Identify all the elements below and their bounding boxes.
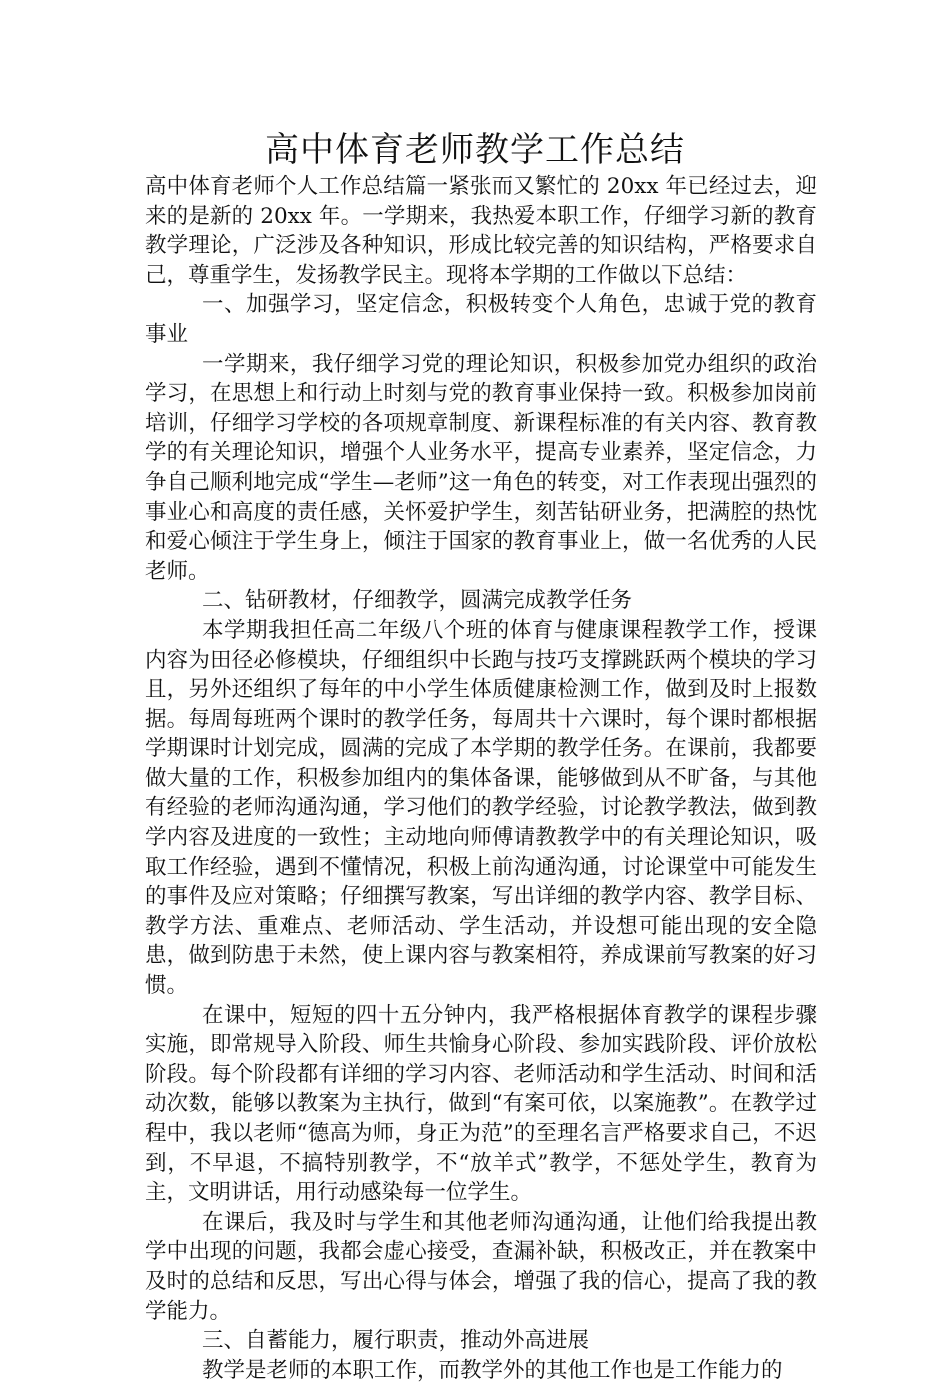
section-heading-1: 一、加强学习，坚定信念，积极转变个人角色，忠诚于党的教育事业 xyxy=(145,292,817,347)
document-title: 高中体育老师教学工作总结 xyxy=(265,130,685,170)
paragraph: 教学是老师的本职工作，而教学外的其他工作也是工作能力的 xyxy=(202,1357,783,1383)
paragraph: 在课中，短短的四十五分钟内，我严格根据体育教学的课程步骤实施，即常规导入阶段、师生共愉身心阶段、参加实践阶段、评价放松阶段。每个阶段都有详细的学习内容、老师活动和学生活动、时间和活动次数，能够以教案为主执行，做到“有案可依，以案施教”。在教学过程中，我以老师“德高为师，身正为范”的至理名言严格要求自己，不迟到，不早退，不搞特别教学，不“放羊式”教学，不惩处学生，教育为主，文明讲话，用行动感染每一位学生。 xyxy=(145,1002,817,1206)
document-body xyxy=(145,172,817,1385)
section-heading-2: 二、钻研教材，仔细教学，圆满完成教学任务 xyxy=(202,588,633,614)
paragraph-intro: 高中体育老师个人工作总结篇一紧张而又繁忙的 20xx 年已经过去，迎来的是新的 20xx 年。一学期来，我热爱本职工作，仔细学习新的教育教学理论，广泛涉及各种知识，形成比较完善的知识结构，严格要求自己，尊重学生，发扬教学民主。现将本学期的工作做以下总结： xyxy=(145,174,817,288)
paragraph: 一学期来，我仔细学习党的理论知识，积极参加党办组织的政治学习，在思想上和行动上时刻与党的教育事业保持一致。积极参加岗前培训，仔细学习学校的各项规章制度、新课程标准的有关内容、教育教学的有关理论知识，增强个人业务水平，提高专业素养，坚定信念，力争自己顺利地完成“学生—老师”这一角色的转变，对工作表现出强烈的事业心和高度的责任感，关怀爱护学生，刻苦钻研业务，把满腔的热忱和爱心倾注于学生身上，倾注于国家的教育事业上，做一名优秀的人民老师。 xyxy=(145,351,817,584)
section-heading-3: 三、自蓄能力，履行职责，推动外高进展 xyxy=(202,1328,590,1354)
paragraph: 本学期我担任高二年级八个班的体育与健康课程教学工作，授课内容为田径必修模块，仔细组织中长跑与技巧支撑跳跃两个模块的学习且，另外还组织了每年的中小学生体质健康检测工作，做到及时上报数据。每周每班两个课时的教学任务，每周共十六课时，每个课时都根据学期课时计划完成，圆满的完成了本学期的教学任务。在课前，我都要做大量的工作，积极参加组内的集体备课，能够做到从不旷备，与其他有经验的老师沟通沟通，学习他们的教学经验，讨论教学教法，做到教学内容及进度的一致性；主动地向师傅请教教学中的有关理论知识，吸取工作经验，遇到不懂情况，积极上前沟通沟通，讨论课堂中可能发生的事件及应对策略；仔细撰写教案，写出详细的教学内容、教学目标、教学方法、重难点、老师活动、学生活动，并设想可能出现的安全隐患，做到防患于未然，使上课内容与教案相符，养成课前写教案的好习惯。 xyxy=(145,617,817,999)
paragraph: 在课后，我及时与学生和其他老师沟通沟通，让他们给我提出教学中出现的问题，我都会虚心接受，查漏补缺，积极改正，并在教案中及时的总结和反思，写出心得与体会，增强了我的信心，提高了我的教学能力。 xyxy=(145,1209,817,1324)
